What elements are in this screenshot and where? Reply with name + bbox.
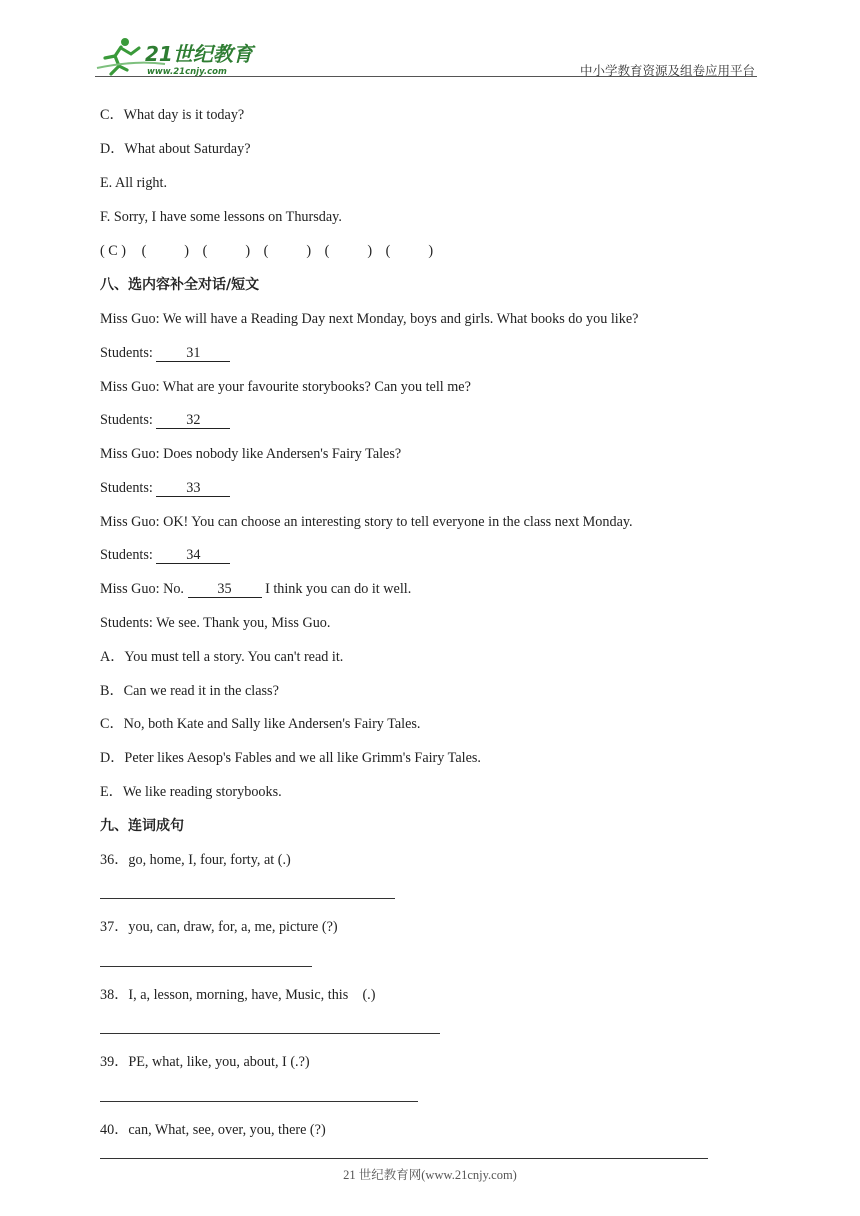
option-f: F. Sorry, I have some lessons on Thursday.: [100, 209, 342, 225]
svg-text:21世纪教育: 21世纪教育: [145, 42, 253, 66]
dialogue-after: I think you can do it well.: [261, 581, 412, 597]
blank-32: 32: [156, 413, 230, 429]
option-e: E. All right.: [100, 175, 167, 191]
option-d: D．Peter likes Aesop's Fables and we all like Grimm's Fairy Tales.: [100, 750, 481, 766]
question-39: 39．PE, what, like, you, about, I (.?): [100, 1054, 310, 1070]
answer-blank-open: (: [202, 243, 208, 259]
answer-blank-open: (: [324, 243, 330, 259]
dialogue-line: Students: We see. Thank you, Miss Guo.: [100, 615, 331, 631]
answer-blank-open: (: [263, 243, 269, 259]
footer-text: 21 世纪教育网(www.21cnjy.com): [343, 1168, 517, 1182]
dialogue-line: [100, 344, 230, 362]
dialogue-line: Miss Guo: We will have a Reading Day next Monday, boys and girls. What books do you like?: [100, 311, 639, 327]
dialogue-line: [100, 546, 230, 564]
answer-line-39[interactable]: [100, 1101, 418, 1102]
dialogue-line: [100, 479, 230, 497]
speaker: Miss Guo: No.: [100, 581, 188, 597]
answer-blank-close: ): [245, 243, 251, 259]
answer-blank-close: ): [367, 243, 373, 259]
page-header: [95, 30, 757, 78]
answer-filled: ( C ): [100, 243, 127, 259]
speaker: Students:: [100, 547, 157, 563]
dialogue-line: [100, 411, 230, 429]
dialogue-line: [100, 580, 411, 598]
section-8-title: 八、选内容补全对话/短文: [100, 277, 260, 293]
blank-35: 35: [188, 582, 262, 598]
site-name: 中小学教育资源及组卷应用平台: [579, 63, 755, 78]
option-c: C．No, both Kate and Sally like Andersen's Fairy Tales.: [100, 716, 421, 732]
speaker: Students:: [100, 412, 157, 428]
answer-line-36[interactable]: [100, 898, 395, 899]
answer-line-37[interactable]: [100, 966, 312, 967]
answer-blank-close: ): [306, 243, 312, 259]
question-36: 36．go, home, I, four, forty, at (.): [100, 852, 291, 868]
answer-blank-close: ): [428, 243, 434, 259]
blank-34: 34: [156, 548, 230, 564]
header-divider: [95, 76, 757, 77]
section-9-title: 九、连词成句: [100, 818, 184, 834]
dialogue-line: Miss Guo: OK! You can choose an interesting story to tell everyone in the class next Monday.: [100, 514, 633, 530]
answer-blank-open: (: [141, 243, 147, 259]
dialogue-line: Miss Guo: What are your favourite storybooks? Can you tell me?: [100, 379, 471, 395]
question-38: 38．I, a, lesson, morning, have, Music, this (.): [100, 987, 376, 1003]
option-a: A．You must tell a story. You can't read it.: [100, 649, 344, 665]
question-37: 37．you, can, draw, for, a, me, picture (?): [100, 919, 338, 935]
footer-divider: [100, 1158, 708, 1159]
answer-row: [100, 242, 433, 260]
speaker: Students:: [100, 345, 157, 361]
blank-33: 33: [156, 481, 230, 497]
question-40: 40．can, What, see, over, you, there (?): [100, 1122, 326, 1138]
option-e: E．We like reading storybooks.: [100, 784, 282, 800]
answer-line-38[interactable]: [100, 1033, 440, 1034]
answer-blank-close: ): [184, 243, 190, 259]
option-d: D．What about Saturday?: [100, 141, 251, 157]
option-b: B．Can we read it in the class?: [100, 683, 279, 699]
svg-text:www.21cnjy.com: www.21cnjy.com: [147, 67, 227, 76]
blank-31: 31: [156, 346, 230, 362]
answer-blank-open: (: [385, 243, 391, 259]
option-c: C．What day is it today?: [100, 107, 245, 123]
site-logo: [95, 34, 260, 76]
speaker: Students:: [100, 480, 157, 496]
dialogue-line: Miss Guo: Does nobody like Andersen's Fairy Tales?: [100, 446, 402, 462]
